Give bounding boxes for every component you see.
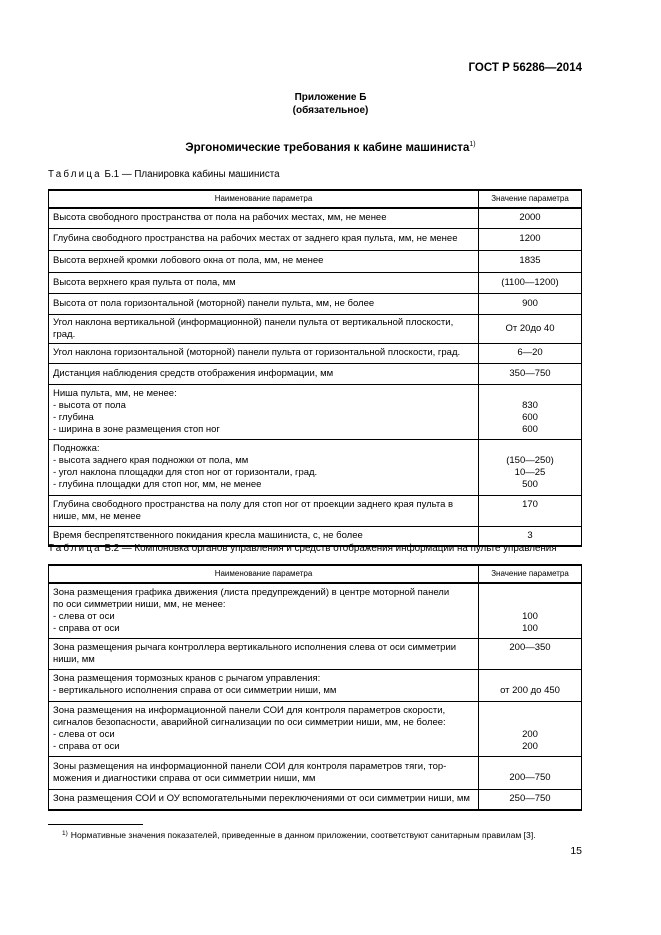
- param-value: [479, 439, 582, 495]
- param-name-line: Зоны размещения на информационной панели СОИ для контроля параметров тяги, тор-: [53, 760, 447, 772]
- param-name-line: по оси симметрии ниши, мм, не менее:: [53, 598, 226, 610]
- param-value-line: 350—750: [509, 367, 551, 379]
- param-name: [49, 272, 479, 293]
- title-footnote-mark: 1): [469, 141, 476, 148]
- footnote-text: Нормативные значения показателей, приведенные в данном приложении, соответствуют санитарным правилам [3].: [70, 830, 536, 840]
- param-value-line: 200—750: [509, 771, 551, 783]
- param-value-line: 170: [522, 498, 538, 510]
- table-row: [49, 756, 582, 789]
- table-row: [49, 314, 582, 343]
- footnote-mark: 1): [62, 830, 68, 837]
- table-row: [49, 701, 582, 756]
- param-name: [49, 293, 479, 314]
- param-name-line: Высота верхней кромки лобового окна от пола, мм, не менее: [53, 255, 324, 266]
- param-value-line: (150—250): [506, 454, 554, 466]
- param-name-line: ниши, мм: [53, 653, 95, 665]
- table-b1: [48, 189, 582, 547]
- param-name-line: Угол наклона вертикальной (информационной) панели пульта от вертикальной плоскости, град.: [53, 316, 454, 340]
- param-name-line: - глубина: [53, 411, 94, 423]
- table-row: [49, 495, 582, 526]
- table2-header-name: Наименование параметра: [49, 565, 479, 583]
- param-name-line: Подножка:: [53, 443, 100, 454]
- table2-caption-text: Б.2 — Компоновка органов управления и средств отображения информации на пульте управления: [101, 543, 557, 554]
- param-value-line: 10—25: [514, 466, 546, 478]
- param-name: [49, 495, 479, 526]
- footnote: [62, 830, 536, 840]
- appendix-heading: [0, 91, 661, 117]
- table-row: [49, 363, 582, 384]
- table-row: [49, 384, 582, 439]
- table2-caption: [48, 543, 557, 554]
- param-value-line: [481, 599, 579, 611]
- param-name-line: Зона размещения графика движения (листа предупреждений) в центре моторной панели: [53, 586, 450, 598]
- param-name: [49, 314, 479, 343]
- table-row: [49, 583, 582, 638]
- table-row: [49, 439, 582, 495]
- param-value-line: 250—750: [509, 793, 551, 805]
- param-name-line: Зона размещения тормозных кранов с рычагом управления:: [53, 673, 321, 684]
- param-value: [479, 208, 582, 228]
- param-value-line: от 200 до 450: [500, 684, 560, 696]
- param-value-line: 600: [522, 411, 538, 423]
- param-value-line: [481, 388, 579, 400]
- param-value-line: [481, 587, 579, 599]
- param-name-line: можения и диагностики справа от оси симметрии ниши, мм: [53, 772, 316, 784]
- param-value-line: 200: [522, 728, 538, 740]
- table1-header-name: Наименование параметра: [49, 190, 479, 208]
- param-name-line: - глубина площадки для стоп ног, мм, не менее: [53, 479, 262, 490]
- param-name: [49, 701, 479, 756]
- param-name-line: - угол наклона площадки для стоп ног от горизонтали, град.: [53, 467, 318, 478]
- param-value-line: 100: [522, 611, 538, 622]
- param-name: [49, 669, 479, 701]
- param-value-line: 3: [527, 529, 533, 541]
- param-name-line: Зона размещения рычага контроллера вертикального исполнения слева от оси симметрии: [53, 641, 457, 653]
- table1-caption-text: Б.1 — Планировка кабины машиниста: [101, 169, 280, 180]
- param-value: [479, 363, 582, 384]
- table-b2: [48, 564, 582, 811]
- param-value-line: От 20до 40: [505, 322, 555, 334]
- param-value: [479, 314, 582, 343]
- param-value: [479, 638, 582, 669]
- table-row: [49, 228, 582, 250]
- param-name-line: Глубина свободного пространства на рабочих местах от заднего края пульта, мм, не менее: [53, 233, 458, 244]
- standard-number: ГОСТ Р 56286—2014: [468, 62, 582, 74]
- param-value: [479, 756, 582, 789]
- param-value-line: [481, 673, 579, 685]
- param-name-line: Дистанция наблюдения средств отображения информации, мм: [53, 367, 334, 379]
- param-value-line: 500: [522, 478, 538, 490]
- footnote-divider: [48, 824, 143, 825]
- param-value-line: (1100—1200): [501, 276, 559, 288]
- param-value: [479, 293, 582, 314]
- param-name-line: Глубина свободного пространства на полу для стоп ног от проекции заднего края пульта в: [53, 498, 454, 510]
- param-name: [49, 756, 479, 789]
- param-name: [49, 343, 479, 363]
- param-name-line: - ширина в зоне размещения стоп ног: [53, 423, 220, 435]
- param-value: [479, 384, 582, 439]
- table1-caption: [48, 169, 280, 180]
- appendix-status: (обязательное): [292, 105, 369, 116]
- table-row: [49, 293, 582, 314]
- table2-header-value: Значение параметра: [479, 565, 582, 583]
- param-name-line: - слева от оси: [53, 610, 115, 622]
- param-value-line: [481, 443, 579, 455]
- param-value-line: 600: [522, 423, 538, 435]
- param-value-line: 900: [522, 297, 538, 309]
- param-value-line: 100: [522, 623, 538, 634]
- param-name-line: - вертикального исполнения справа от оси симметрии ниши, мм: [53, 685, 337, 696]
- param-name-line: - слева от оси: [53, 728, 115, 740]
- param-value: [479, 789, 582, 810]
- param-name-line: - справа от оси: [53, 740, 120, 752]
- table2-caption-word: Таблица: [48, 543, 102, 554]
- page-number: 15: [570, 845, 582, 857]
- param-value-line: 2000: [519, 212, 541, 224]
- table-row: [49, 789, 582, 810]
- param-value-line: [481, 717, 579, 729]
- param-name: [49, 228, 479, 250]
- param-name: [49, 250, 479, 272]
- param-value-line: 1200: [519, 233, 541, 244]
- param-value-line: [481, 760, 579, 772]
- table1-header-value: Значение параметра: [479, 190, 582, 208]
- page-title: [0, 141, 661, 154]
- param-name-line: Высота свободного пространства от пола на рабочих местах, мм, не менее: [53, 212, 387, 224]
- param-name-line: - справа от оси: [53, 622, 120, 634]
- param-name-line: Время беспрепятственного покидания кресла машиниста, с, не более: [53, 529, 363, 541]
- param-name-line: Высота от пола горизонтальной (моторной) панели пульта, мм, не более: [53, 297, 375, 309]
- table-row: [49, 208, 582, 228]
- param-value-line: 6—20: [517, 347, 543, 358]
- param-name-line: - высота от пола: [53, 399, 126, 411]
- param-name-line: Ниша пульта, мм, не менее:: [53, 387, 177, 399]
- param-name: [49, 789, 479, 810]
- param-value: [479, 272, 582, 293]
- param-value: [479, 250, 582, 272]
- table-row: [49, 343, 582, 363]
- param-name-line: Зона размещения СОИ и ОУ вспомогательными переключениями от оси симметрии ниши, мм: [53, 793, 470, 805]
- param-value: [479, 343, 582, 363]
- param-name: [49, 583, 479, 638]
- param-value: [479, 495, 582, 526]
- table1-caption-word: Таблица: [48, 169, 102, 180]
- table-row: [49, 638, 582, 669]
- param-name-line: Высота верхнего края пульта от пола, мм: [53, 276, 236, 288]
- param-name: [49, 384, 479, 439]
- appendix-label: Приложение Б: [294, 92, 367, 103]
- param-name-line: Угол наклона горизонтальной (моторной) панели пульта от горизонтальной плоскости, град.: [53, 347, 461, 358]
- param-value-line: 830: [522, 399, 538, 411]
- param-name-line: Зона размещения на информационной панели СОИ для контроля параметров скорости,: [53, 704, 446, 716]
- param-name-line: нише, мм, не менее: [53, 510, 141, 522]
- param-name-line: - высота заднего края подножки от пола, мм: [53, 455, 249, 466]
- param-name: [49, 363, 479, 384]
- page-title-text: Эргономические требования к кабине машиниста: [185, 142, 470, 154]
- param-value: [479, 701, 582, 756]
- param-name-line: сигналов безопасности, аварийной сигнализации по оси симметрии ниши, мм, не более:: [53, 716, 446, 728]
- table-row: [49, 669, 582, 701]
- table-row: [49, 250, 582, 272]
- param-value-line: 200: [522, 740, 538, 752]
- param-value-line: 200—350: [509, 641, 551, 653]
- param-value-line: [481, 705, 579, 717]
- param-name: [49, 439, 479, 495]
- param-value: [479, 583, 582, 638]
- param-value-line: 1835: [519, 255, 541, 266]
- param-value: [479, 669, 582, 701]
- param-value: [479, 228, 582, 250]
- param-name: [49, 638, 479, 669]
- param-name: [49, 208, 479, 228]
- table-row: [49, 272, 582, 293]
